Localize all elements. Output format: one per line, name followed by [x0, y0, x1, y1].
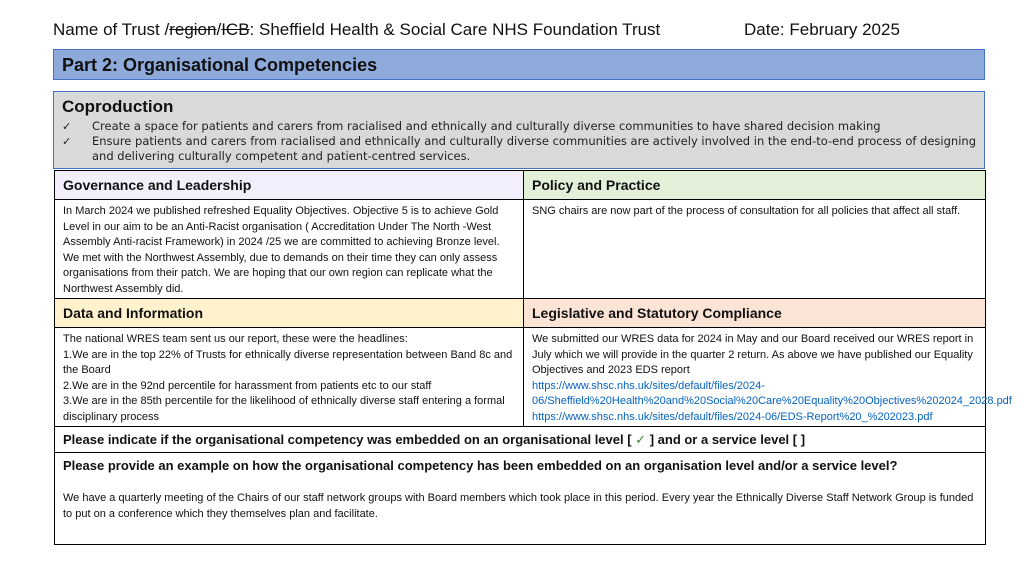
embedded-level-row	[55, 427, 986, 453]
slash: /	[216, 20, 222, 39]
coproduction-bullet	[62, 119, 976, 134]
coproduction-panel	[53, 91, 985, 169]
governance-heading: Governance and Leadership	[55, 171, 524, 200]
legislative-heading: Legislative and Statutory Compliance	[524, 299, 986, 328]
data-heading: Data and Information	[55, 299, 524, 328]
part-title: Part 2: Organisational Competencies	[53, 49, 985, 80]
document-title-line	[53, 20, 988, 44]
coproduction-title: Coproduction	[62, 97, 174, 116]
checkmark-icon: ✓	[62, 120, 72, 133]
coproduction-bullet	[62, 134, 976, 164]
checkmark-icon: ✓	[635, 431, 647, 447]
data-line: 3.We are in the 85th percentile for the likelihood of ethnically diverse staff entering a formal disciplinary process	[63, 395, 505, 423]
competency-table	[54, 170, 1012, 545]
equality-objectives-link[interactable]: https://www.shsc.nhs.uk/sites/default/files/2024-06/Sheffield%20Health%20and%20Social%20Care%20Equality%20Objectives%202024_2028.pdf	[532, 379, 1012, 407]
coproduction-bullet-text: Create a space for patients and carers from racialised and ethnically and culturally diverse communities to have shared decision making	[92, 119, 881, 133]
checkmark-icon: ✓	[62, 135, 72, 148]
example-answer: We have a quarterly meeting of the Chairs of our staff network groups with Board members which took place in this period. Every year the Ethnically Diverse Staff Network Group is funded to put on a conference which they themselves plan and facilitate.	[63, 492, 974, 520]
region-struck: region	[169, 20, 217, 39]
embedded-level-suffix: ] and or a service level [ ]	[649, 431, 806, 447]
data-line: 2.We are in the 92nd percentile for harassment from patients etc to our staff	[63, 379, 432, 392]
example-row	[55, 453, 986, 545]
data-body	[55, 328, 524, 427]
policy-heading: Policy and Practice	[524, 171, 986, 200]
icb-struck: ICB	[221, 20, 250, 39]
eds-report-link[interactable]: https://www.shsc.nhs.uk/sites/default/files/2024-06/EDS-Report%20_%202023.pdf	[532, 410, 933, 423]
legislative-text: We submitted our WRES data for 2024 in May and our Board received our WRES report in July which we will provide in the quarter 2 return. As above we have published our Equality Objectives and 2023 EDS report	[532, 333, 974, 376]
policy-body: SNG chairs are now part of the process of consultation for all policies that affect all staff.	[524, 200, 986, 299]
coproduction-bullet-text: Ensure patients and carers from racialised and ethnically and culturally diverse communities are actively involved in the end-to-end process of designing and delivering culturally competent and patient-centred services.	[92, 134, 976, 163]
trust-label: Name of Trust /	[53, 20, 170, 39]
governance-body: In March 2024 we published refreshed Equality Objectives. Objective 5 is to achieve Gold Level in our aim to be an Anti-Racist organisation ( Accreditation Under The North -West Assembly Anti-racist Framework) in 2024 /25 we are committed to achieving Bronze level. We met with the Northwest Assembly, due to demands on their time they can only assess organisations from their patch. We are hoping that our own region can replicate what the Northwest Assembly did.	[55, 200, 524, 299]
example-question: Please provide an example on how the organisational competency has been embedded on an organisation level and/or a service level?	[63, 458, 898, 473]
data-line: 1.We are in the top 22% of Trusts for ethnically diverse representation between Band 8c and the Board	[63, 348, 513, 376]
data-line: The national WRES team sent us our report, these were the headlines:	[63, 333, 408, 345]
embedded-level-prefix: Please indicate if the organisational competency was embedded on an organisational level [	[63, 431, 632, 447]
document-date: Date: February 2025	[744, 20, 900, 39]
trust-name: : Sheffield Health & Social Care NHS Foundation Trust	[249, 20, 661, 39]
coproduction-list	[62, 119, 976, 164]
legislative-body	[524, 328, 1012, 427]
